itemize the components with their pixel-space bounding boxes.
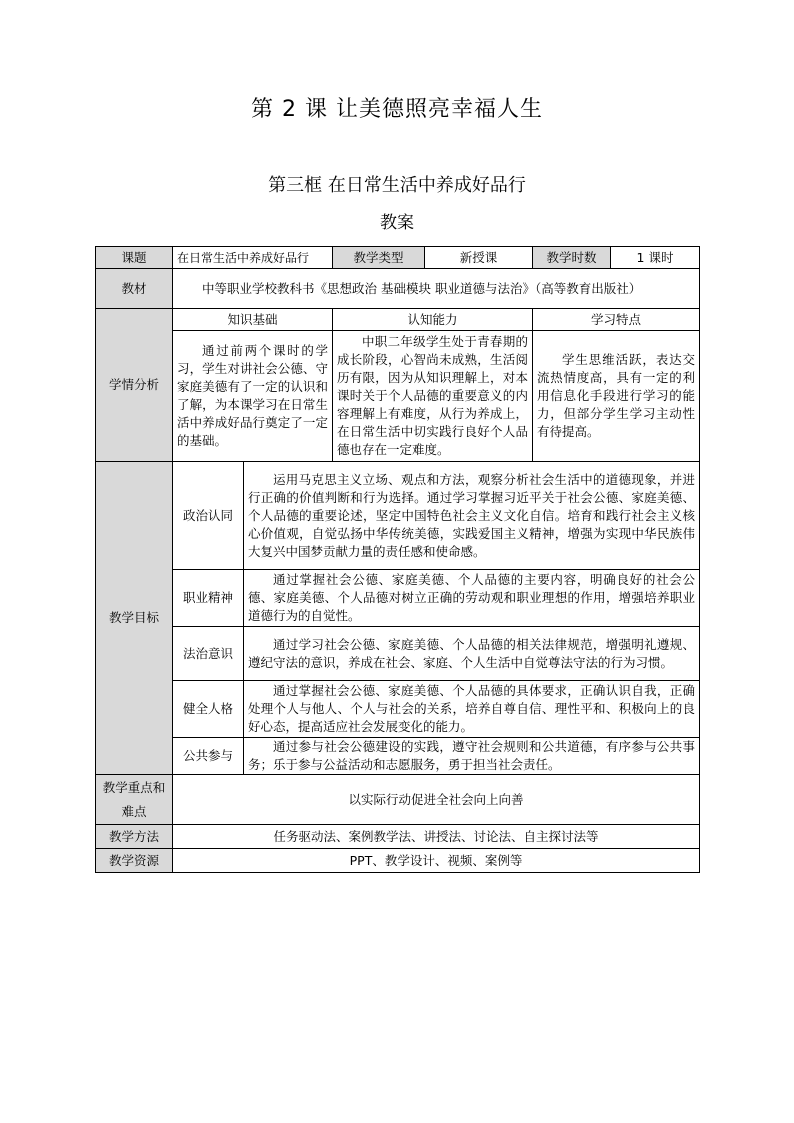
lesson-title: 第 2 课 让美德照亮幸福人生 [251,97,543,122]
type-value: 新授课 [425,247,533,269]
topic-label: 课题 [96,247,173,269]
hours-value: 1 课时 [611,247,700,269]
methods-label: 教学方法 [96,825,173,849]
objective-row [96,462,700,570]
document-type: 教案 [380,213,414,233]
key-points-row [96,775,700,825]
key-points-label: 教学重点和难点 [96,775,173,825]
section-title: 第三框 在日常生活中养成好品行 [268,175,526,196]
learning-traits-text: 学生思维活跃，表达交流热情度高，具有一定的利用信息化手段进行学习的能力，但部分学生学习主动性有待提高。 [533,331,700,462]
objective-name: 健全人格 [173,681,244,738]
objective-row [96,627,700,681]
objective-name: 政治认同 [173,462,244,570]
type-label: 教学类型 [333,247,425,269]
methods-row [96,825,700,849]
objective-row [96,681,700,738]
hours-label: 教学时数 [533,247,611,269]
material-value: 中等职业学校教科书《思想政治 基础模块 职业道德与法治》（高等教育出版社） [173,269,700,309]
objective-text: 通过掌握社会公德、家庭美德、个人品德的具体要求，正确认识自我，正确处理个人与他人、个人与社会的关系，培养自尊自信、理性平和、积极向上的良好心态，提高适应社会发展变化的能力。 [244,681,700,738]
methods-value: 任务驱动法、案例教学法、讲授法、讨论法、自主探讨法等 [173,825,700,849]
objective-row [96,738,700,775]
knowledge-base-header: 知识基础 [173,309,333,331]
knowledge-base-text: 通过前两个课时的学习，学生对讲社会公德、守家庭美德有了一定的认识和了解，为本课学习在日常生活中养成好品行奠定了一定的基础。 [173,331,333,462]
analysis-header-row [96,309,700,331]
objective-text: 通过掌握社会公德、家庭美德、个人品德的主要内容，明确良好的社会公德、家庭美德、个人品德对树立正确的劳动观和职业理想的作用，增强培养职业道德行为的自觉性。 [244,570,700,627]
cognitive-ability-header: 认知能力 [333,309,533,331]
objective-name: 法治意识 [173,627,244,681]
objective-name: 公共参与 [173,738,244,775]
key-points-value: 以实际行动促进全社会向上向善 [173,775,700,825]
lesson-plan-table [95,246,700,873]
topic-value: 在日常生活中养成好品行 [173,247,333,269]
info-row [96,247,700,269]
objective-text: 通过学习社会公德、家庭美德、个人品德的相关法律规范，增强明礼遵规、遵纪守法的意识，养成在社会、家庭、个人生活中自觉尊法守法的行为习惯。 [244,627,700,681]
objective-text: 运用马克思主义立场、观点和方法，观察分析社会生活中的道德现象，并进行正确的价值判断和行为选择。通过学习掌握习近平关于社会公德、家庭美德、个人品德的重要论述，坚定中国特色社会主义文化自信。培育和践行社会主义核心价值观，自觉弘扬中华传统美德，实践爱国主义精神，增强为实现中华民族伟大复兴中国梦贡献力量的责任感和使命感。 [244,462,700,570]
objective-row [96,570,700,627]
resources-row [96,849,700,873]
analysis-label: 学情分析 [96,309,173,462]
objectives-label: 教学目标 [96,462,173,775]
cognitive-ability-text: 中职二年级学生处于青春期的成长阶段，心智尚未成熟，生活阅历有限，因为从知识理解上，对本课时关于个人品德的重要意义的内容理解上有难度，从行为养成上，在日常生活中切实践行良好个人品德也存在一定难度。 [333,331,533,462]
learning-traits-header: 学习特点 [533,309,700,331]
objective-text: 通过参与社会公德建设的实践，遵守社会规则和公共道德，有序参与公共事务；乐于参与公益活动和志愿服务，勇于担当社会责任。 [244,738,700,775]
resources-value: PPT、教学设计、视频、案例等 [173,849,700,873]
analysis-body-row [96,331,700,462]
resources-label: 教学资源 [96,849,173,873]
material-label: 教材 [96,269,173,309]
material-row [96,269,700,309]
objective-name: 职业精神 [173,570,244,627]
